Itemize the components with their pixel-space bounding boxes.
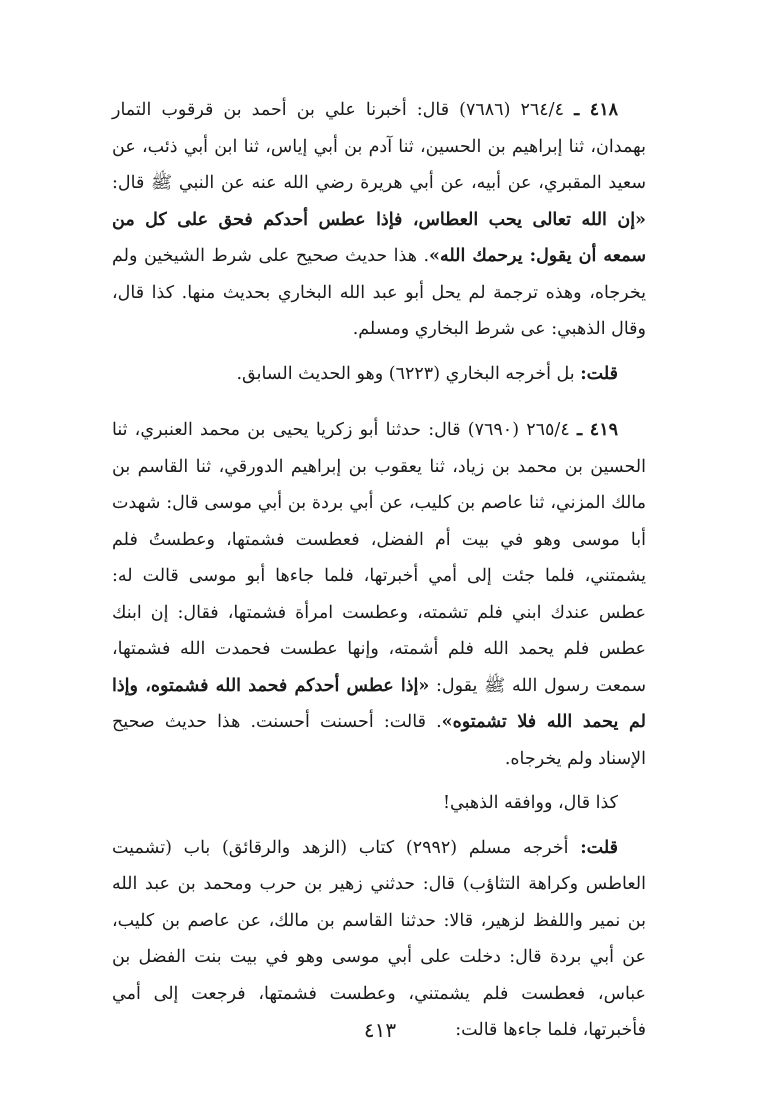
spacer	[112, 822, 646, 830]
hadith-419-quote: «إذا عطس أحدكم فحمد الله فشمتوه، وإذا لم يحمد الله فلا تشمتوه»	[112, 675, 646, 732]
comment-419-text: كذا قال، ووافقه الذهبي!	[443, 793, 618, 813]
hadith-419-text-b: . قالت: أحسنت أحسنت. هذا حديث صحيح الإسناد ولم يخرجاه.	[112, 712, 646, 769]
spacer	[112, 777, 646, 785]
hadith-419	[112, 412, 646, 777]
hadith-418-text-b: . هذا حديث صحيح على شرط الشيخين ولم يخرجاه، وهذه ترجمة لم يحل أبو عبد الله البخاري بحديث منها. كذا قال، وقال الذهبي: عى شرط البخاري ومسلم.	[112, 246, 646, 339]
page-number: ٤١٣	[363, 1018, 397, 1042]
spacer	[112, 348, 646, 356]
note-418	[112, 356, 646, 393]
comment-419	[112, 785, 646, 822]
spacer	[112, 392, 646, 412]
note-418-lead: قلت:	[580, 363, 618, 384]
note-419-lead: قلت:	[580, 837, 618, 858]
hadith-418-text-a: ٢٦٤/٤ (٧٦٨٦) قال: أخبرنا علي بن أحمد بن قرقوب التمار بهمدان، ثنا إبراهيم بن الحسين، ثنا آدم بن أبي إياس، ثنا ابن أبي ذئب، عن سعيد المقبري، عن أبيه، عن أبي هريرة رضي الله عنه عن النبي ﷺ قال:	[112, 100, 646, 193]
hadith-418-quote: «إن الله تعالى يحب العطاس، فإذا عطس أحدكم فحق على كل من سمعه أن يقول: يرحمك الله»	[112, 209, 646, 266]
note-419	[112, 830, 646, 1049]
page-body	[112, 92, 646, 1049]
hadith-418-number: ٤١٨ ـ	[574, 100, 618, 120]
hadith-419-text-a: ٢٦٥/٤ (٧٦٩٠) قال: حدثنا أبو زكريا يحيى بن محمد العنبري، ثنا الحسين بن محمد بن زياد، ثنا يعقوب بن إبراهيم الدورقي، ثنا القاسم بن مالك المزني، ثنا عاصم بن كليب، عن أبي بردة بن أبي موسى قال: شهدت أبا موسى وهو في بيت أم الفضل، فعطست فشمتها، وعطستُ فلم يشمتني، فلما جئت إلى أمي أخبرتها، فلما جاءها أبو موسى قالت له: عطس عندك ابني فلم تشمته، وعطست امرأة فشمتها، فقال: إن ابنك عطس فلم يحمد الله فلم أشمته، وإنها عطست فحمدت الله فشمتها، سمعت رسول الله ﷺ يقول:	[112, 420, 646, 696]
note-419-text: أخرجه مسلم (٢٩٩٢) كتاب (الزهد والرقائق) باب (تشميت العاطس وكراهة التثاؤب) قال: حدثني زهير بن حرب ومحمد بن عبد الله بن نمير واللفظ لزهير، قالا: حدثنا القاسم بن مالك، عن عاصم بن كليب، عن أبي بردة قال: دخلت على أبي موسى وهو في بيت بنت الفضل بن عباس، فعطست فلم يشمتني، وعطست فشمتها، فرجعت إلى أمي فأخبرتها، فلما جاءها قالت:	[112, 837, 646, 1040]
hadith-418	[112, 92, 646, 348]
note-418-text: بل أخرجه البخاري (٦٢٢٣) وهو الحديث السابق.	[236, 363, 581, 384]
hadith-419-number: ٤١٩ ـ	[576, 420, 618, 440]
